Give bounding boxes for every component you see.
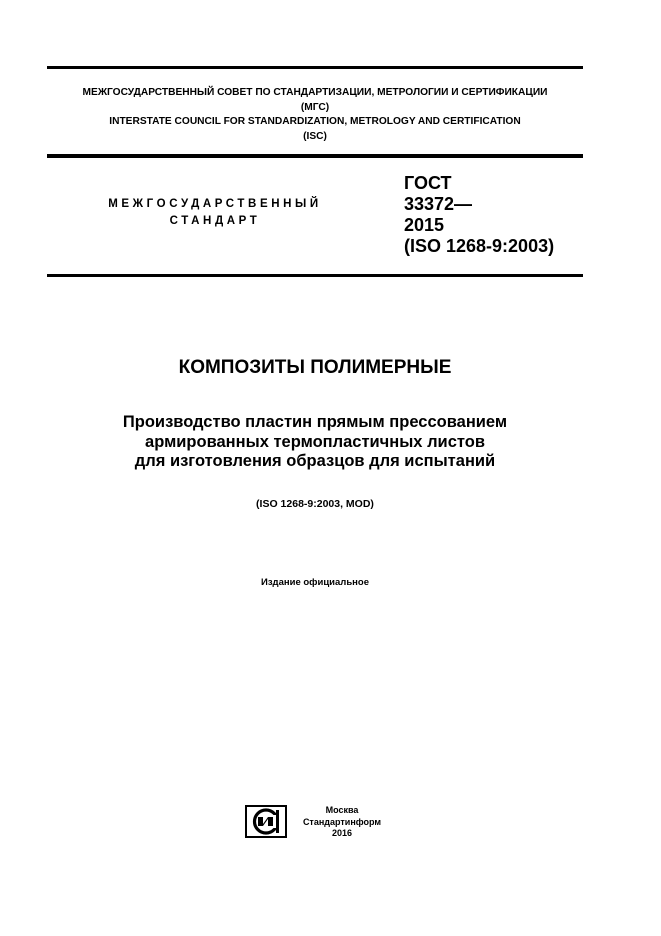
top-rule <box>47 66 583 69</box>
document-subtitle <box>47 413 583 472</box>
middle-rule <box>47 154 583 158</box>
subtitle-line3: для изготовления образцов для испытаний <box>134 452 496 470</box>
subtitle-line2: армированных термопластичных листов <box>145 432 485 451</box>
subtitle-line1: Производство пластин прямым прессованием <box>122 413 508 431</box>
iso-reference: (ISO 1268-9:2003, MOD) <box>256 498 374 510</box>
council-en-abbr: (ISC) <box>303 130 327 142</box>
standard-kind-line2: СТАНДАРТ <box>169 215 261 227</box>
designation-prefix: ГОСТ <box>404 173 452 193</box>
publisher-city: Москва <box>325 805 359 815</box>
council-header <box>47 86 583 144</box>
standartinform-logo-icon <box>245 805 287 838</box>
document-title: КОМПОЗИТЫ ПОЛИМЕРНЫЕ <box>178 357 452 378</box>
council-en-name: INTERSTATE COUNCIL FOR STANDARDIZATION, METROLOGY AND CERTIFICATION <box>109 116 521 127</box>
standard-kind <box>80 196 350 230</box>
publisher-year: 2016 <box>331 828 353 838</box>
council-ru-abbr: (МГС) <box>300 101 330 113</box>
standard-designation <box>404 173 554 257</box>
publisher-name: Стандартинформ <box>302 816 382 827</box>
bottom-rule <box>47 274 583 277</box>
publisher-block <box>292 805 392 840</box>
edition-label: Издание официальное <box>261 577 369 588</box>
designation-iso: (ISO 1268-9:2003) <box>404 236 555 256</box>
council-ru-name: МЕЖГОСУДАРСТВЕННЫЙ СОВЕТ ПО СТАНДАРТИЗАЦИИ, МЕТРОЛОГИИ И СЕРТИФИКАЦИИ <box>82 87 548 98</box>
designation-number: 33372— <box>404 194 473 214</box>
standard-kind-line1: МЕЖГОСУДАРСТВЕННЫЙ <box>108 198 322 210</box>
designation-year: 2015 <box>404 215 445 235</box>
